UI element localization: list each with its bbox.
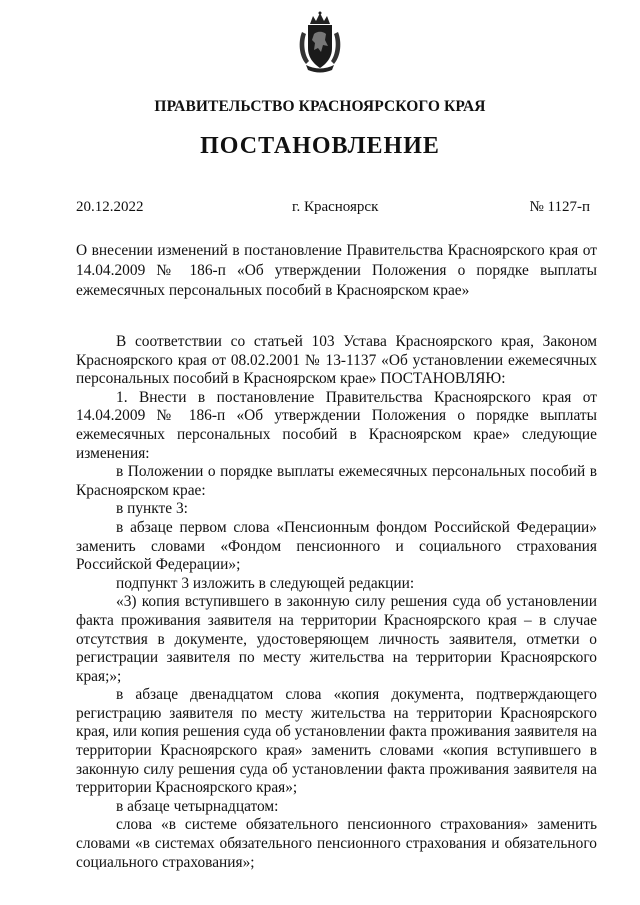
document-date: 20.12.2022 — [76, 199, 144, 215]
paragraph-point-3: в пункте 3: — [116, 500, 188, 518]
document-city: г. Красноярск — [292, 199, 379, 215]
paragraph-new-text: «3) копия вступившего в законную силу решения суда об установлении факта проживания заявителя на территории Красноярского края – в случае отсутствия в документе, удостоверяющем личность заявителя, отметки о регистрации заявителя по месту жительства на территории Красноярского края;»; — [76, 593, 597, 685]
paragraph-abzac-1: в абзаце первом слова «Пенсионным фондом Российской Федерации» заменить словами «Фондом пенсионного и социального страхования Российской Федерации»; — [76, 518, 597, 574]
paragraph-abzac-14: в абзаце четырнадцатом: — [116, 797, 279, 815]
paragraph-preamble: В соответствии со статьей 103 Устава Красноярского края, Законом Красноярского края от 08.02.2001 № 13-1137 «Об установлении ежемесячных персональных пособий в Красноярском крае» ПОСТАНОВЛЯЮ: — [76, 333, 597, 388]
document-type-title: ПОСТАНОВЛЕНИЕ — [200, 133, 440, 159]
paragraph-regulation: в Положении о порядке выплаты ежемесячных персональных пособий в Красноярском крае: — [76, 463, 597, 499]
document-subject: О внесении изменений в постановление Правительства Красноярского края от 14.04.2009 № 186-п «Об утверждении Положения о порядке выплаты ежемесячных персональных пособий в Красноярском крае» — [76, 242, 597, 299]
government-name: ПРАВИТЕЛЬСТВО КРАСНОЯРСКОГО КРАЯ — [154, 98, 486, 115]
document-body — [76, 333, 597, 872]
paragraph-replace-words: слова «в системе обязательного пенсионного страхования» заменить словами «в системах обязательного пенсионного страхования и обязательного социального страхования»; — [76, 816, 597, 871]
document-number: № 1127-п — [529, 199, 590, 215]
coat-of-arms-emblem — [296, 10, 344, 74]
paragraph-subpoint-3: подпункт 3 изложить в следующей редакции: — [116, 574, 415, 592]
paragraph-abzac-12: в абзаце двенадцатом слова «копия документа, подтверждающего регистрацию заявителя по месту жительства на территории Красноярского края, или копия решения суда об установлении факта проживания заявителя на территории Красноярского края» заменить словами «копия вступившего в законную силу решения суда об установлении факта проживания заявителя на территории Красноярского края»; — [76, 686, 597, 797]
paragraph-item-1: 1. Внести в постановление Правительства Красноярского края от 14.04.2009 № 186-п «Об утверждении Положения о порядке выплаты ежемесячных персональных пособий в Красноярском крае» следующие изменения: — [76, 388, 597, 462]
